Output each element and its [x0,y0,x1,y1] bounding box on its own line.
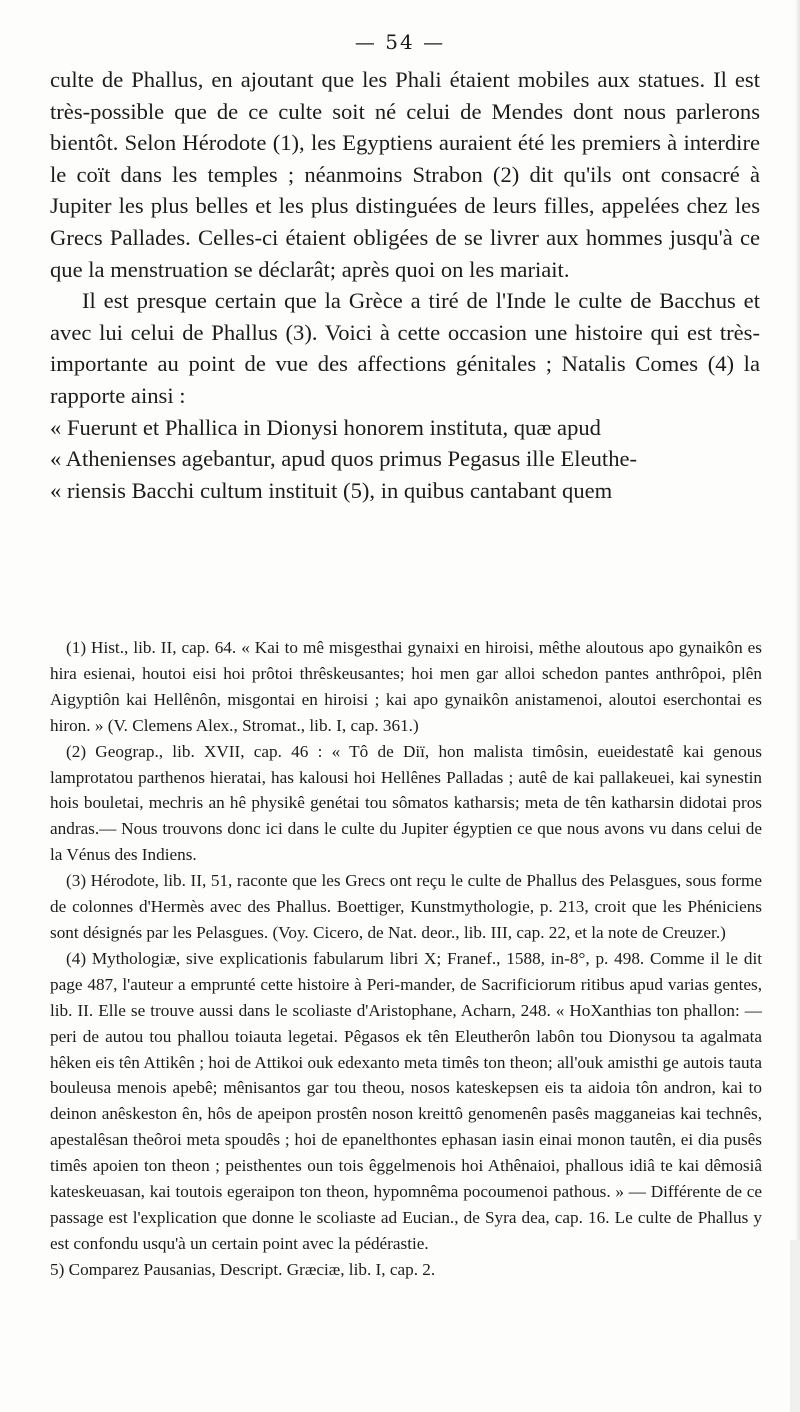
scan-margin-mark [790,1240,800,1412]
latin-quote-line-3: « riensis Bacchi cultum instituit (5), in quibus cantabant quem [50,477,613,503]
footnote-2: (2) Geograp., lib. XVII, cap. 46 : « Tô de Diï, hon malista timôsin, eueidestatê kai genous lamprotatou parthenos hieratai, has kalousi hoi Hellênes Palladas ; autê de kai pallakeuei, kai synestin hois bouletai, mechris an hê physikê genétai tou sômatos katharsis; meta de tên katharsin didotai pros andras.— Nous trouvons donc ici dans le culte du Jupiter égyptien ce que nous avons vu dans celui de la Vénus des Indiens. [50,741,762,865]
page-number: — 54 — [354,30,446,54]
scan-edge-shadow [794,0,800,1412]
footnote-3: (3) Hérodote, lib. II, 51, raconte que les Grecs ont reçu le culte de Phallus des Pelasgues, sous forme de colonnes d'Hermès avec des Phallus. Boettiger, Kunstmythologie, p. 213, croit que les Phéniciens sont désignés par les Pelasgues. (Voy. Cicero, de Nat. deor., lib. III, cap. 22, et la note de Creuzer.) [50,871,762,942]
body-paragraph-2: Il est presque certain que la Grèce a tiré de l'Inde le culte de Bacchus et avec lui celui de Phallus (3). Voici à cette occasion une histoire qui est très-importante au point de vue des affections génitales ; Natalis Comes (4) la rapporte ainsi : [50,288,760,408]
body-paragraph-1: culte de Phallus, en ajoutant que les Phali étaient mobiles aux statues. Il est très-possible que de ce culte soit né celui de Mendes dont nous parlerons bientôt. Selon Hérodote (1), les Egyptiens auraient été les premiers à interdire le coït dans les temples ; néanmoins Strabon (2) dit qu'ils ont consacré à Jupiter les plus belles et les plus distinguées de leurs filles, appelées chez les Grecs Pallades. Celles-ci étaient obligées de se livrer aux hommes jusqu'à ce que la menstruation se déclarât; après quoi on les mariait. [50,67,760,282]
footnote-5: 5) Comparez Pausanias, Descript. Græciæ, lib. I, cap. 2. [50,1259,436,1279]
latin-quote-line-1: « Fuerunt et Phallica in Dionysi honorem instituta, quæ apud [50,414,601,440]
footnotes [50,635,762,1283]
footnote-1: (1) Hist., lib. II, cap. 64. « Kai to mê misgesthai gynaixi en hiroisi, mêthe aloutous apo gynaikôn es hira esienai, houtoi eisi hoi prôtoi thrêskeusantes; hoi men gar alloi schedon pantes anthrôpoi, plên Aigyptiôn kai Hellênôn, misgontai en hiroisi ; kai apo gynaikôn anistamenoi, aloutoi eserchontai es hiron. » (V. Clemens Alex., Stromat., lib. I, cap. 361.) [50,638,762,735]
main-text [50,64,760,506]
latin-quote-line-2: « Athenienses agebantur, apud quos primus Pegasus ille Eleuthe- [50,446,638,472]
footnote-4: (4) Mythologiæ, sive explicationis fabularum libri X; Franef., 1588, in-8°, p. 498. Comme il le dit page 487, l'auteur a emprunté cette histoire à Peri-mander, de Sacrificiorum ritibus apud varias gentes, lib. II. Elle se trouve aussi dans le scoliaste d'Aristophane, Acharn, 248. « HoXanthias ton phallon: — peri de autou tou phallou toiauta legetai. Pêgasos ek tên Eleutherôn labôn tou Dionysou ta agalmata hêken eis tên Attikên ; hoi de Attikoi ouk edexanto meta timês ton theon; all'ouk amisthi ge autois tauta bouleusa menois apebê; mênisantos gar tou theou, nosos kateskepsen eis ta aidoia tôn andron, kai to deinon anêskeston ên, hôs de apeipon prostên noson kreittô genomenên pasês magganeias kai technês, apestalêsan theôroi meta spoudês ; hoi de epanelthontes ephasan iasin einai monon tautên, ei dia pusês timês apoien ton theon ; peisthentes oun tois êggelmenois hoi Athênaioi, phallous idiâ te kai dêmosiâ kateskeuasan, kai toutois egeraipon ton theon, hypomnêma pocoumenoi pathous. » — Différente de ce passage est l'explication que donne le scoliaste ad Eucian., de Syra dea, cap. 16. Le culte de Phallus y est confondu usqu'à un certain point avec la pédérastie. [50,948,762,1253]
